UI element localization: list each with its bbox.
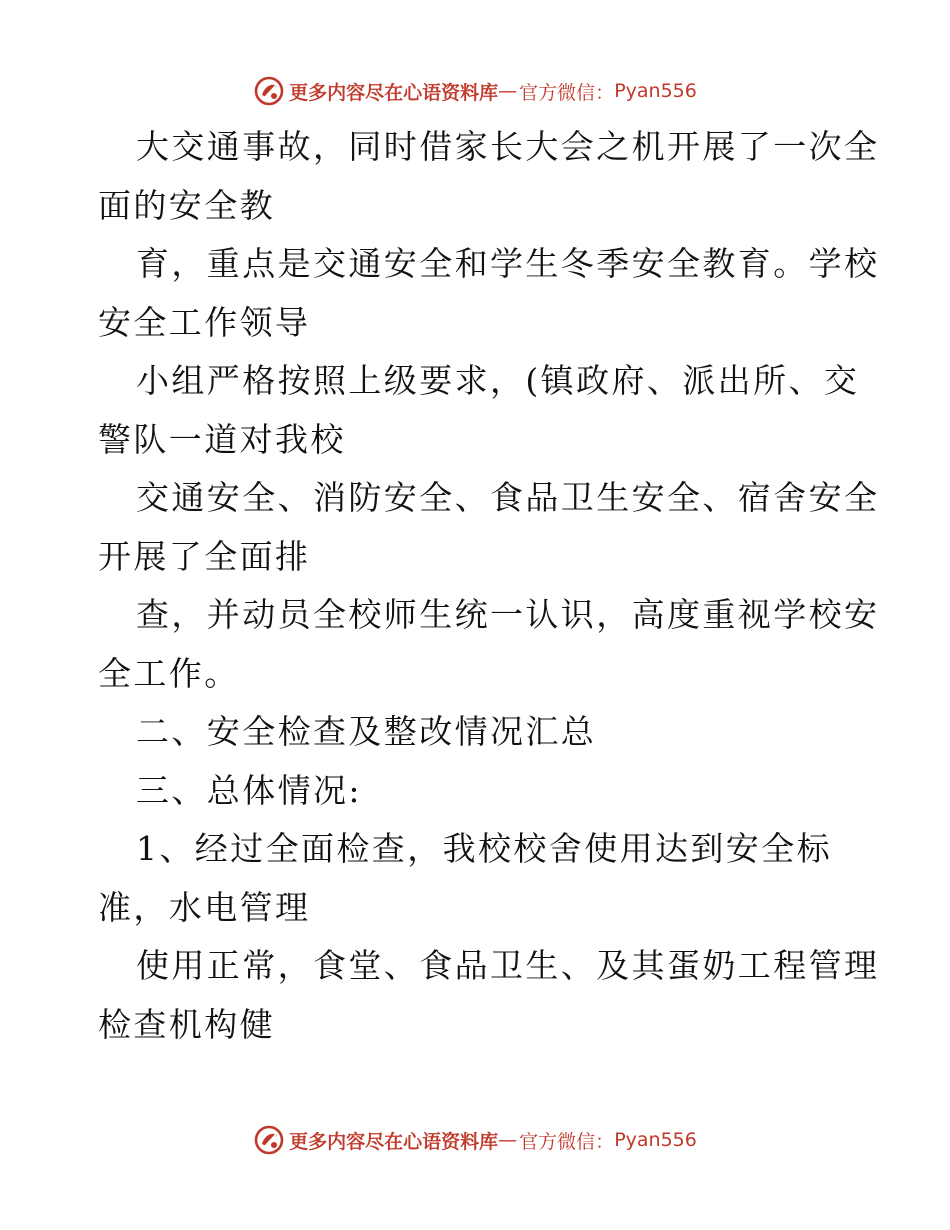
- header-wechat-label: 官方微信：: [519, 81, 615, 104]
- body-line: 育，重点是交通安全和学生冬季安全教育。学校: [136, 244, 880, 283]
- heart-pen-logo-icon: [253, 75, 285, 107]
- body-line: 面的安全教: [98, 185, 275, 225]
- body-line: 大交通事故，同时借家长大会之机开展了一次全: [136, 127, 880, 166]
- header-banner: [0, 73, 950, 109]
- footer-wechat-handle: Pyan556: [614, 1129, 697, 1151]
- body-line: 全工作。: [98, 653, 240, 693]
- body-line: 开展了全面排: [98, 536, 311, 576]
- body-line: 小组严格按照上级要求，(镇政府、派出所、交: [136, 361, 860, 400]
- body-line: 警队一道对我校: [98, 419, 346, 459]
- body-line: 1、经过全面检查，我校校舍使用达到安全标: [136, 829, 832, 868]
- footer-dash: —: [498, 1129, 518, 1151]
- body-line: 使用正常，食堂、食品卫生、及其蛋奶工程管理: [136, 946, 880, 985]
- header-wechat-handle: Pyan556: [614, 80, 697, 102]
- header-brand-text: 更多内容尽在心语资料库: [289, 81, 499, 104]
- body-line: 查，并动员全校师生统一认识，高度重视学校安: [136, 595, 880, 634]
- footer-wechat-label: 官方微信：: [519, 1130, 615, 1153]
- footer-brand-text: 更多内容尽在心语资料库: [289, 1130, 499, 1153]
- body-line: 准，水电管理: [98, 887, 311, 927]
- body-line: 检查机构健: [98, 1004, 275, 1044]
- body-line: 三、总体情况:: [136, 770, 362, 810]
- body-line: 安全工作领导: [98, 302, 311, 342]
- heart-pen-logo-icon: [253, 1124, 285, 1156]
- header-dash: —: [498, 80, 518, 102]
- body-line: 交通安全、消防安全、食品卫生安全、宿舍安全: [136, 478, 880, 517]
- body-line: 二、安全检查及整改情况汇总: [136, 712, 597, 751]
- document-body: [98, 118, 880, 1054]
- footer-banner: [0, 1122, 950, 1158]
